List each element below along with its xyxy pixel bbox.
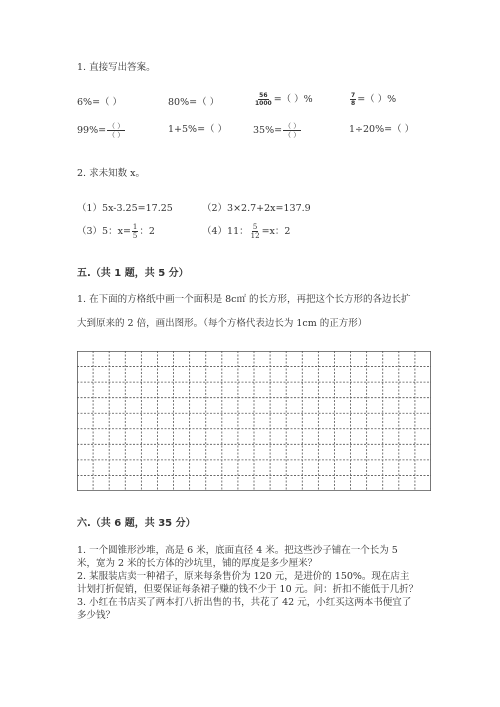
- section-6-heading: 六.（共 6 题，共 35 分）: [77, 518, 196, 529]
- problem-6-2-line-2: 计划打折促销，但要保证每条裙子赚的钱不少于 10 元。问：折扣不能低于几折？: [77, 584, 419, 595]
- fraction: [107, 122, 125, 139]
- fraction: [283, 122, 301, 139]
- fraction-denominator: 1000: [255, 100, 272, 107]
- fraction: [250, 223, 261, 240]
- question-2-title: 2. 求未知数 x。: [77, 168, 145, 179]
- fraction: [254, 92, 273, 107]
- section-5-heading: 五.（共 1 题，共 5 分）: [77, 268, 189, 279]
- equation-3-right: ：2: [139, 226, 155, 237]
- problem-6-3-line-1: 3. 小红在书店买了两本打八折出售的书，共花了 42 元，小红买这两本书便宜了: [77, 597, 412, 608]
- question-1-title: 1. 直接写出答案。: [77, 62, 156, 73]
- problem-6-3-line-2: 多少钱？: [77, 610, 116, 621]
- equation-3-left: （3）5：x=: [77, 226, 131, 237]
- fraction: [132, 223, 138, 240]
- fraction-denominator: 8: [351, 100, 356, 107]
- fraction-numerator: 7: [351, 92, 356, 99]
- problem-1c-rest: =（ ）%: [273, 94, 313, 105]
- section-5-question-line-1: 1. 在下面的方格纸中画一个面积是 8c㎡ 的长方形，再把这个长方形的各边长扩: [77, 294, 411, 305]
- problem-1c: [253, 92, 313, 107]
- equation-4: [202, 223, 290, 240]
- square-grid: [77, 351, 431, 491]
- problem-1b: 80%=（ ）: [168, 97, 220, 108]
- fraction: [350, 92, 356, 107]
- problem-2a: [77, 122, 126, 139]
- problem-6-1-line-1: 1. 一个圆锥形沙堆，高是 6 米，底面直径 4 米。把这些沙子铺在一个长为 5: [77, 545, 398, 556]
- fraction-denominator: 12: [250, 232, 260, 240]
- equation-1: （1）5x-3.25=17.25: [77, 203, 173, 214]
- fraction-numerator: 56: [259, 92, 268, 99]
- equation-3: [77, 223, 155, 240]
- problem-1a: 6%=（ ）: [77, 97, 123, 108]
- equation-4-right: =x：2: [261, 226, 291, 237]
- fraction-numerator: 5: [252, 223, 258, 231]
- fraction-denominator: （ ）: [108, 131, 125, 139]
- problem-2c-left: 35%=: [253, 125, 283, 136]
- problem-2b: 1+5%=（ ）: [168, 124, 228, 135]
- section-5-question-line-2: 大到原来的 2 倍，画出图形。（每个方格代表边长为 1cm 的正方形）: [77, 318, 368, 329]
- fraction-denominator: 5: [132, 232, 138, 240]
- problem-1d-rest: =（ ）%: [357, 94, 397, 105]
- problem-6-1-line-2: 米，宽为 2 米的长方体的沙坑里，铺的厚度是多少厘米？: [77, 558, 318, 569]
- fraction-numerator: 1: [132, 223, 138, 231]
- problem-6-2-line-1: 2. 某服装店卖一种裙子，原来每条售价为 120 元，是进价的 150%。现在店主: [77, 571, 410, 582]
- fraction-denominator: （ ）: [284, 131, 301, 139]
- equation-2: （2）3×2.7+2x=137.9: [202, 203, 311, 214]
- equation-4-left: （4）11：: [202, 226, 249, 237]
- problem-1d: [349, 92, 396, 107]
- problem-2d: 1÷20%=（ ）: [349, 124, 415, 135]
- fraction-numerator: （ ）: [284, 122, 301, 130]
- problem-2c: [253, 122, 302, 139]
- problem-2a-left: 99%=: [77, 125, 107, 136]
- fraction-numerator: （ ）: [108, 122, 125, 130]
